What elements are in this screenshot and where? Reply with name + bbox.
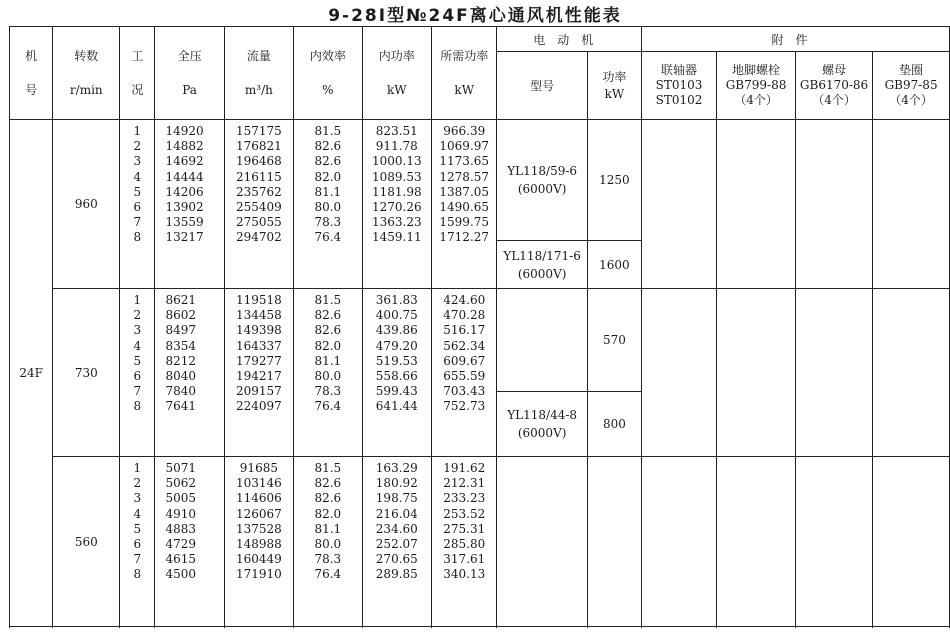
table-cell-value: 82.6 [314,139,342,154]
table-cell-value: 13217 [165,230,204,245]
table-cell-value: 164337 [235,338,282,353]
table-cell-value: 180.92 [375,476,418,491]
table-cell-value: 3 [133,491,142,506]
table-cell-value: 4729 [165,537,197,552]
table-cell-value: 7840 [165,384,197,399]
table-cell-value: 76.4 [314,230,342,245]
table-cell-value: 2 [133,308,142,323]
table-cell-value: 76.4 [314,399,342,414]
table-cell-value: 1599.75 [439,215,490,230]
table-cell-value: 7 [133,552,142,567]
flow-column [224,289,293,457]
table-cell-value: 82.6 [314,476,342,491]
table-cell-value: 5071 [165,461,197,475]
table-cell-value: 82.0 [314,169,342,184]
table-cell-value: 76.4 [314,567,342,582]
table-cell-value: 8 [133,567,142,582]
table-cell-value: 1490.65 [439,200,490,215]
header-motor-model: 型号 [497,52,587,120]
header-efficiency: 内效率 % [294,27,363,120]
table-cell-value: 91685 [239,461,278,475]
table-cell-value: 285.80 [443,537,486,552]
motor-model-cell [497,289,587,392]
efficiency-column [294,120,363,289]
table-cell-value: 562.34 [443,338,486,353]
table-cell-value: 1173.65 [439,154,490,169]
table-cell-value: 216.04 [375,506,418,521]
table-cell-value: 1069.97 [439,139,490,154]
table-cell-value: 966.39 [443,124,486,138]
table-cell-value: 2 [133,139,142,154]
table-cell-value: 80.0 [314,200,342,215]
table-cell-value: 289.85 [375,567,418,582]
table-cell-value: 14692 [165,154,204,169]
table-cell-value: 294702 [235,230,282,245]
table-cell-value: 641.44 [375,399,418,414]
internal-power-column [362,120,431,289]
table-cell-value: 126067 [235,506,282,521]
table-cell-value: 5 [133,521,142,536]
table-cell-value: 78.3 [314,552,342,567]
machine-no-cell: 24F [10,120,53,627]
table-cell-value: 14444 [165,169,204,184]
table-cell-value: 176821 [235,139,282,154]
table-cell-value: 400.75 [375,308,418,323]
coupling-cell [642,289,717,457]
washer-cell [873,289,950,457]
coupling-cell [642,120,717,289]
header-anchor-bolt: 地脚螺栓 GB799-88 （4个） [717,52,796,120]
table-cell-value: 7 [133,215,142,230]
table-cell-value: 911.78 [375,139,418,154]
table-cell-value: 599.43 [375,384,418,399]
table-cell-value: 5 [133,184,142,199]
table-cell-value: 1 [133,124,142,138]
table-cell-value: 470.28 [443,308,486,323]
table-cell-value: 149398 [235,323,282,338]
table-cell-value: 6 [133,200,142,215]
table-cell-value: 81.1 [314,521,342,536]
table-cell-value: 703.43 [443,384,486,399]
table-cell-value: 196468 [235,154,282,169]
table-cell-value: 233.23 [443,491,486,506]
table-cell-value: 8354 [165,338,197,353]
header-required-power: 所需功率 kW [431,27,496,120]
table-cell-value: 78.3 [314,384,342,399]
table-cell-value: 171910 [235,567,282,582]
required-power-column [431,120,496,289]
table-cell-value: 4 [133,338,142,353]
table-cell-value: 7 [133,384,142,399]
header-internal-power: 内功率 kW [362,27,431,120]
motor-model-cell [497,457,587,627]
table-cell-value: 114606 [235,491,282,506]
internal-power-column [362,457,431,627]
table-cell-value: 3 [133,323,142,338]
nut-cell [795,120,872,289]
motor-power-cell: 1600 [587,241,641,289]
header-nut: 螺母 GB6170-86 （4个） [795,52,872,120]
table-cell-value: 8497 [165,323,197,338]
table-cell-value: 1089.53 [371,169,422,184]
table-cell-value: 516.17 [443,323,486,338]
pressure-column [155,457,224,627]
efficiency-column [294,457,363,627]
table-cell-value: 134458 [235,308,282,323]
table-cell-value: 8602 [165,308,197,323]
internal-power-column [362,289,431,457]
table-cell-value: 78.3 [314,215,342,230]
table-cell-value: 80.0 [314,369,342,384]
header-flow: 流量 m³/h [224,27,293,120]
motor-power-cell [587,457,641,627]
table-cell-value: 81.5 [314,293,342,307]
table-cell-value: 8 [133,399,142,414]
table-cell-value: 81.1 [314,184,342,199]
table-cell-value: 519.53 [375,353,418,368]
efficiency-column [294,289,363,457]
anchor-bolt-cell [717,457,796,627]
table-cell-value: 479.20 [375,338,418,353]
table-cell-value: 209157 [235,384,282,399]
table-cell-value: 275055 [235,215,282,230]
table-cell-value: 1 [133,293,142,307]
table-cell-value: 1387.05 [439,184,490,199]
table-cell-value: 275.31 [443,521,486,536]
table-cell-value: 8621 [165,293,197,307]
table-cell-value: 5 [133,353,142,368]
table-cell-value: 81.1 [314,353,342,368]
table-cell-value: 1459.11 [371,230,422,245]
table-cell-value: 119518 [235,293,282,307]
motor-model-cell: YL118/59-6 (6000V) [497,120,587,241]
motor-model-cell: YL118/171-6 (6000V) [497,241,587,289]
table-cell-value: 82.0 [314,506,342,521]
table-cell-value: 198.75 [375,491,418,506]
condition-column [120,120,155,289]
header-speed: 转数 r/min [53,27,120,120]
table-cell-value: 224097 [235,399,282,414]
table-cell-value: 103146 [235,476,282,491]
anchor-bolt-cell [717,289,796,457]
table-cell-value: 157175 [235,124,282,138]
condition-column [120,457,155,627]
table-cell-value: 14206 [165,184,204,199]
table-cell-value: 752.73 [443,399,486,414]
condition-column [120,289,155,457]
table-cell-value: 823.51 [375,124,418,138]
header-condition: 工 况 [120,27,155,120]
table-cell-value: 8040 [165,369,197,384]
table-cell-value: 13559 [165,215,204,230]
table-cell-value: 2 [133,476,142,491]
table-cell-value: 424.60 [443,293,486,307]
table-cell-value: 81.5 [314,124,342,138]
header-motor-group: 电动机 [497,27,642,52]
required-power-column [431,457,496,627]
table-cell-value: 4883 [165,521,197,536]
table-cell-value: 1270.26 [371,200,422,215]
table-cell-value: 191.62 [443,461,486,475]
table-cell-value: 1000.13 [371,154,422,169]
motor-power-cell: 800 [587,392,641,457]
table-cell-value: 439.86 [375,323,418,338]
flow-column [224,120,293,289]
header-coupling: 联轴器 ST0103 ST0102 [642,52,717,120]
nut-cell [795,289,872,457]
table-cell-value: 14882 [165,139,204,154]
table-cell-value: 82.6 [314,308,342,323]
table-cell-value: 609.67 [443,353,486,368]
performance-table [9,26,950,627]
header-motor-power: 功率 kW [587,52,641,120]
flow-column [224,457,293,627]
table-cell-value: 253.52 [443,506,486,521]
table-cell-value: 340.13 [443,567,486,582]
page-title: 9-28Ⅰ型№24F离心通风机性能表 [328,6,622,26]
table-cell-value: 235762 [235,184,282,199]
table-cell-value: 6 [133,537,142,552]
anchor-bolt-cell [717,120,796,289]
table-cell-value: 4910 [165,506,197,521]
pressure-column [155,120,224,289]
table-cell-value: 216115 [235,169,282,184]
table-cell-value: 255409 [235,200,282,215]
table-cell-value: 82.0 [314,338,342,353]
table-cell-value: 317.61 [443,552,486,567]
speed-cell: 960 [53,120,120,289]
table-cell-value: 13902 [165,200,204,215]
table-cell-value: 82.6 [314,491,342,506]
table-cell-value: 8 [133,230,142,245]
table-cell-value: 212.31 [443,476,486,491]
table-cell-value: 234.60 [375,521,418,536]
table-cell-value: 4500 [165,567,197,582]
table-cell-value: 1181.98 [371,184,422,199]
table-cell-value: 558.66 [375,369,418,384]
table-cell-value: 361.83 [375,293,418,307]
table-cell-value: 81.5 [314,461,342,475]
table-cell-value: 80.0 [314,537,342,552]
header-pressure: 全压 Pa [155,27,224,120]
table-cell-value: 14920 [165,124,204,138]
table-cell-value: 148988 [235,537,282,552]
speed-cell: 560 [53,457,120,627]
table-cell-value: 1 [133,461,142,475]
washer-cell [873,120,950,289]
coupling-cell [642,457,717,627]
table-cell-value: 160449 [235,552,282,567]
table-cell-value: 163.29 [375,461,418,475]
header-machine-no: 机 号 [10,27,53,120]
table-cell-value: 137528 [235,521,282,536]
table-cell-value: 1712.27 [439,230,490,245]
table-cell-value: 194217 [235,369,282,384]
table-cell-value: 6 [133,369,142,384]
table-cell-value: 1278.57 [439,169,490,184]
header-washer: 垫圈 GB97-85 （4个） [873,52,950,120]
table-cell-value: 7641 [165,399,197,414]
washer-cell [873,457,950,627]
table-cell-value: 4615 [165,552,197,567]
motor-power-cell: 570 [587,289,641,392]
table-cell-value: 179277 [235,353,282,368]
table-cell-value: 8212 [165,353,197,368]
table-cell-value: 3 [133,154,142,169]
table-cell-value: 1363.23 [371,215,422,230]
table-cell-value: 5062 [165,476,197,491]
table-cell-value: 5005 [165,491,197,506]
speed-cell: 730 [53,289,120,457]
table-cell-value: 82.6 [314,323,342,338]
nut-cell [795,457,872,627]
motor-power-cell: 1250 [587,120,641,241]
table-cell-value: 270.65 [375,552,418,567]
header-accessory-group: 附件 [642,27,950,52]
table-cell-value: 655.59 [443,369,486,384]
motor-model-cell: YL118/44-8 (6000V) [497,392,587,457]
table-cell-value: 4 [133,506,142,521]
table-cell-value: 82.6 [314,154,342,169]
required-power-column [431,289,496,457]
table-cell-value: 252.07 [375,537,418,552]
table-cell-value: 4 [133,169,142,184]
pressure-column [155,289,224,457]
